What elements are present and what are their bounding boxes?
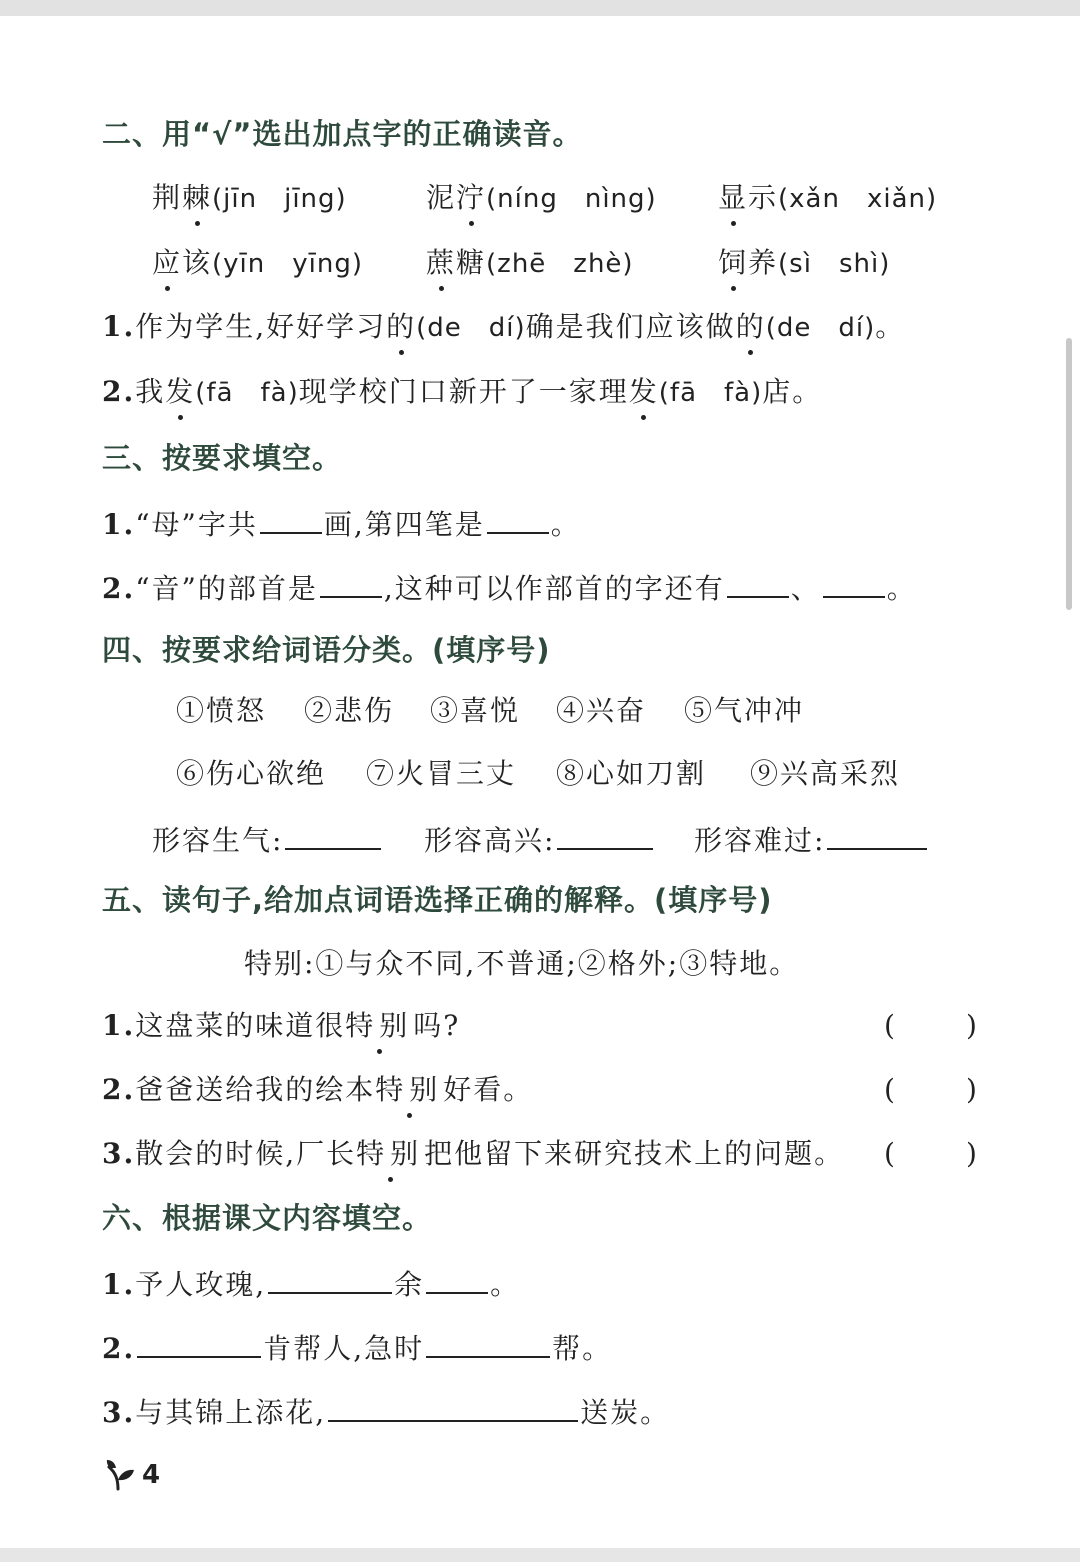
sec6-question-3: 3.与其锦上添花, 送炭。 xyxy=(102,1390,670,1433)
answer-blank[interactable] xyxy=(487,502,549,534)
answer-blank[interactable] xyxy=(827,818,927,850)
word-item: ①愤怒 xyxy=(176,694,267,727)
definition-line: 特别:①与众不同,不普通;②格外;③特地。 xyxy=(244,947,800,980)
section-4-title: 四、按要求给词语分类。(填序号) xyxy=(102,633,551,667)
section-6-title: 六、根据课文内容填空。 xyxy=(102,1201,433,1235)
word-item: ⑤气冲冲 xyxy=(684,694,805,727)
answer-paren-right: ) xyxy=(966,1073,977,1106)
page-number: 4 xyxy=(142,1460,161,1490)
sec3-question-1: 1.“母”字共 画,第四笔是 。 xyxy=(102,502,581,545)
sec5-question-2: 2.爸爸送给我的绘本特别好看。 xyxy=(102,1070,533,1110)
category-angry: 形容生气: xyxy=(152,818,383,861)
word-item: ③喜悦 xyxy=(430,694,521,727)
word-item: ⑦火冒三丈 xyxy=(366,757,517,790)
sec5-question-3: 3.散会的时候,厂长特别把他留下来研究技术上的问题。 xyxy=(102,1134,844,1174)
sec3-question-2: 2.“音”的部首是 ,这种可以作部首的字还有 、 。 xyxy=(102,566,917,609)
answer-blank[interactable] xyxy=(426,1326,550,1358)
answer-paren-left: ( xyxy=(884,1009,895,1042)
sec5-question-1: 1.这盘菜的味道很特别吗? xyxy=(102,1006,460,1046)
answer-blank[interactable] xyxy=(285,818,381,850)
sec6-question-1: 1.予人玫瑰, 余 。 xyxy=(102,1262,520,1305)
answer-paren-right: ) xyxy=(966,1137,977,1170)
pinyin-item-1: 荆棘(jīn jīng) xyxy=(152,178,347,219)
answer-blank[interactable] xyxy=(557,818,653,850)
category-sad: 形容难过: xyxy=(694,818,929,861)
pinyin-item-3: 显示(xǎn xiǎn) xyxy=(718,178,937,219)
word-item: ⑥伤心欲绝 xyxy=(176,757,327,790)
pinyin-item-6: 饲养(sì shì) xyxy=(718,243,890,284)
answer-paren-left: ( xyxy=(884,1073,895,1106)
section-3-title: 三、按要求填空。 xyxy=(102,441,343,475)
sec6-question-2: 2. 肯帮人,急时 帮。 xyxy=(102,1326,612,1369)
word-item: ②悲伤 xyxy=(304,694,395,727)
sec2-question-1: 1.作为学生,好好学习的(de dí)确是我们应该做的(de dí)。 xyxy=(102,307,905,348)
answer-blank[interactable] xyxy=(727,566,789,598)
pinyin-item-2: 泥泞(níng nìng) xyxy=(426,178,657,219)
pinyin-item-4: 应该(yīn yīng) xyxy=(152,243,363,284)
word-item: ⑨兴高采烈 xyxy=(750,757,901,790)
category-happy: 形容高兴: xyxy=(424,818,655,861)
answer-blank[interactable] xyxy=(328,1390,578,1422)
answer-paren-left: ( xyxy=(884,1137,895,1170)
answer-blank[interactable] xyxy=(823,566,885,598)
answer-paren-right: ) xyxy=(966,1009,977,1042)
word-item: ⑧心如刀割 xyxy=(556,757,707,790)
word-item: ④兴奋 xyxy=(556,694,647,727)
sprout-icon xyxy=(104,1458,138,1492)
bottom-bar xyxy=(0,1548,1080,1562)
section-5-title: 五、读句子,给加点词语选择正确的解释。(填序号) xyxy=(102,883,773,917)
answer-blank[interactable] xyxy=(426,1262,488,1294)
answer-blank[interactable] xyxy=(320,566,382,598)
sec2-question-2: 2.我发(fā fà)现学校门口新开了一家理发(fā fà)店。 xyxy=(102,372,822,413)
pinyin-item-5: 蔗糖(zhē zhè) xyxy=(426,243,634,284)
section-2-title: 二、用“√”选出加点字的正确读音。 xyxy=(102,117,583,151)
answer-blank[interactable] xyxy=(260,502,322,534)
answer-blank[interactable] xyxy=(268,1262,392,1294)
answer-blank[interactable] xyxy=(137,1326,261,1358)
